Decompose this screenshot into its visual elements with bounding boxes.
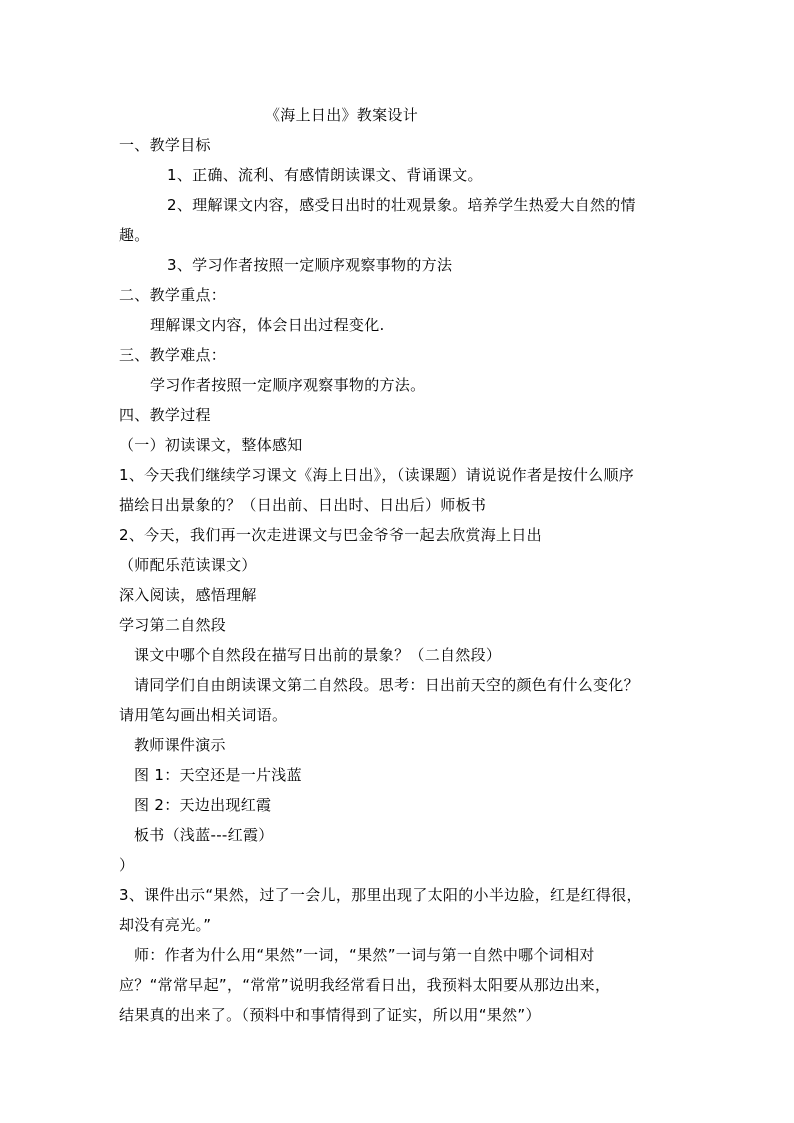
document-title: 《海上日出》教案设计 [265, 106, 419, 124]
heading-key-points: 二、教学重点： [119, 286, 227, 304]
closing-paren: ） [119, 856, 135, 874]
teacher-question-end: 结果真的出来了。（预料中和事情得到了证实，所以用“果然”） [119, 1006, 541, 1024]
heading-teaching-goals: 一、教学目标 [119, 136, 211, 154]
goal-2: 2、理解课文内容，感受日出时的壮观景象。培养学生热爱大自然的情 [167, 196, 636, 214]
step-3-continued: 却没有亮光。” [119, 916, 212, 934]
goal-2-continued: 趣。 [119, 226, 150, 244]
figure-1-caption: 图 1：天空还是一片浅蓝 [134, 766, 302, 784]
teacher-question-continued: 应？“常常早起”，“常常”说明我经常看日出，我预料太阳要从那边出来， [119, 976, 611, 994]
board-note: 板书（浅蓝---红霞） [134, 826, 274, 844]
section-deep-reading: 深入阅读，感悟理解 [119, 586, 257, 604]
teacher-question: 师：作者为什么用“果然”一词，“果然”一词与第一自然中哪个词相对 [134, 946, 595, 964]
question-which-paragraph: 课文中哪个自然段在描写日出前的景象？（二自然段） [134, 646, 502, 664]
step-3: 3、课件出示“果然，过了一会儿，那里出现了太阳的小半边脸，红是红得很， [119, 886, 642, 904]
key-point-text: 理解课文内容，体会日出过程变化. [150, 316, 385, 334]
goal-3: 3、学习作者按照一定顺序观察事物的方法 [167, 256, 453, 274]
heading-difficulties: 三、教学难点： [119, 346, 227, 364]
step-1: 1、今天我们继续学习课文《海上日出》，（读课题）请说说作者是按什么顺序 [119, 466, 635, 484]
figure-2-caption: 图 2：天边出现红霞 [134, 796, 272, 814]
difficulty-text: 学习作者按照一定顺序观察事物的方法。 [150, 376, 426, 394]
step-1-continued: 描绘日出景象的？（日出前、日出时、日出后）师板书 [119, 496, 487, 514]
section-first-reading: （一）初读课文，整体感知 [119, 436, 303, 454]
instruction-read-continued: 请用笔勾画出相关词语。 [119, 706, 288, 724]
heading-teaching-process: 四、教学过程 [119, 406, 211, 424]
instruction-read-paragraph: 请同学们自由朗读课文第二自然段。思考：日出前天空的颜色有什么变化？ [134, 676, 639, 694]
section-paragraph-two: 学习第二自然段 [119, 616, 227, 634]
courseware-demo: 教师课件演示 [134, 736, 226, 754]
step-2: 2、今天，我们再一次走进课文与巴金爷爷一起去欣赏海上日出 [119, 526, 542, 544]
goal-1: 1、正确、流利、有感情朗读课文、背诵课文。 [167, 166, 483, 184]
step-2-note: （师配乐范读课文） [119, 556, 257, 574]
